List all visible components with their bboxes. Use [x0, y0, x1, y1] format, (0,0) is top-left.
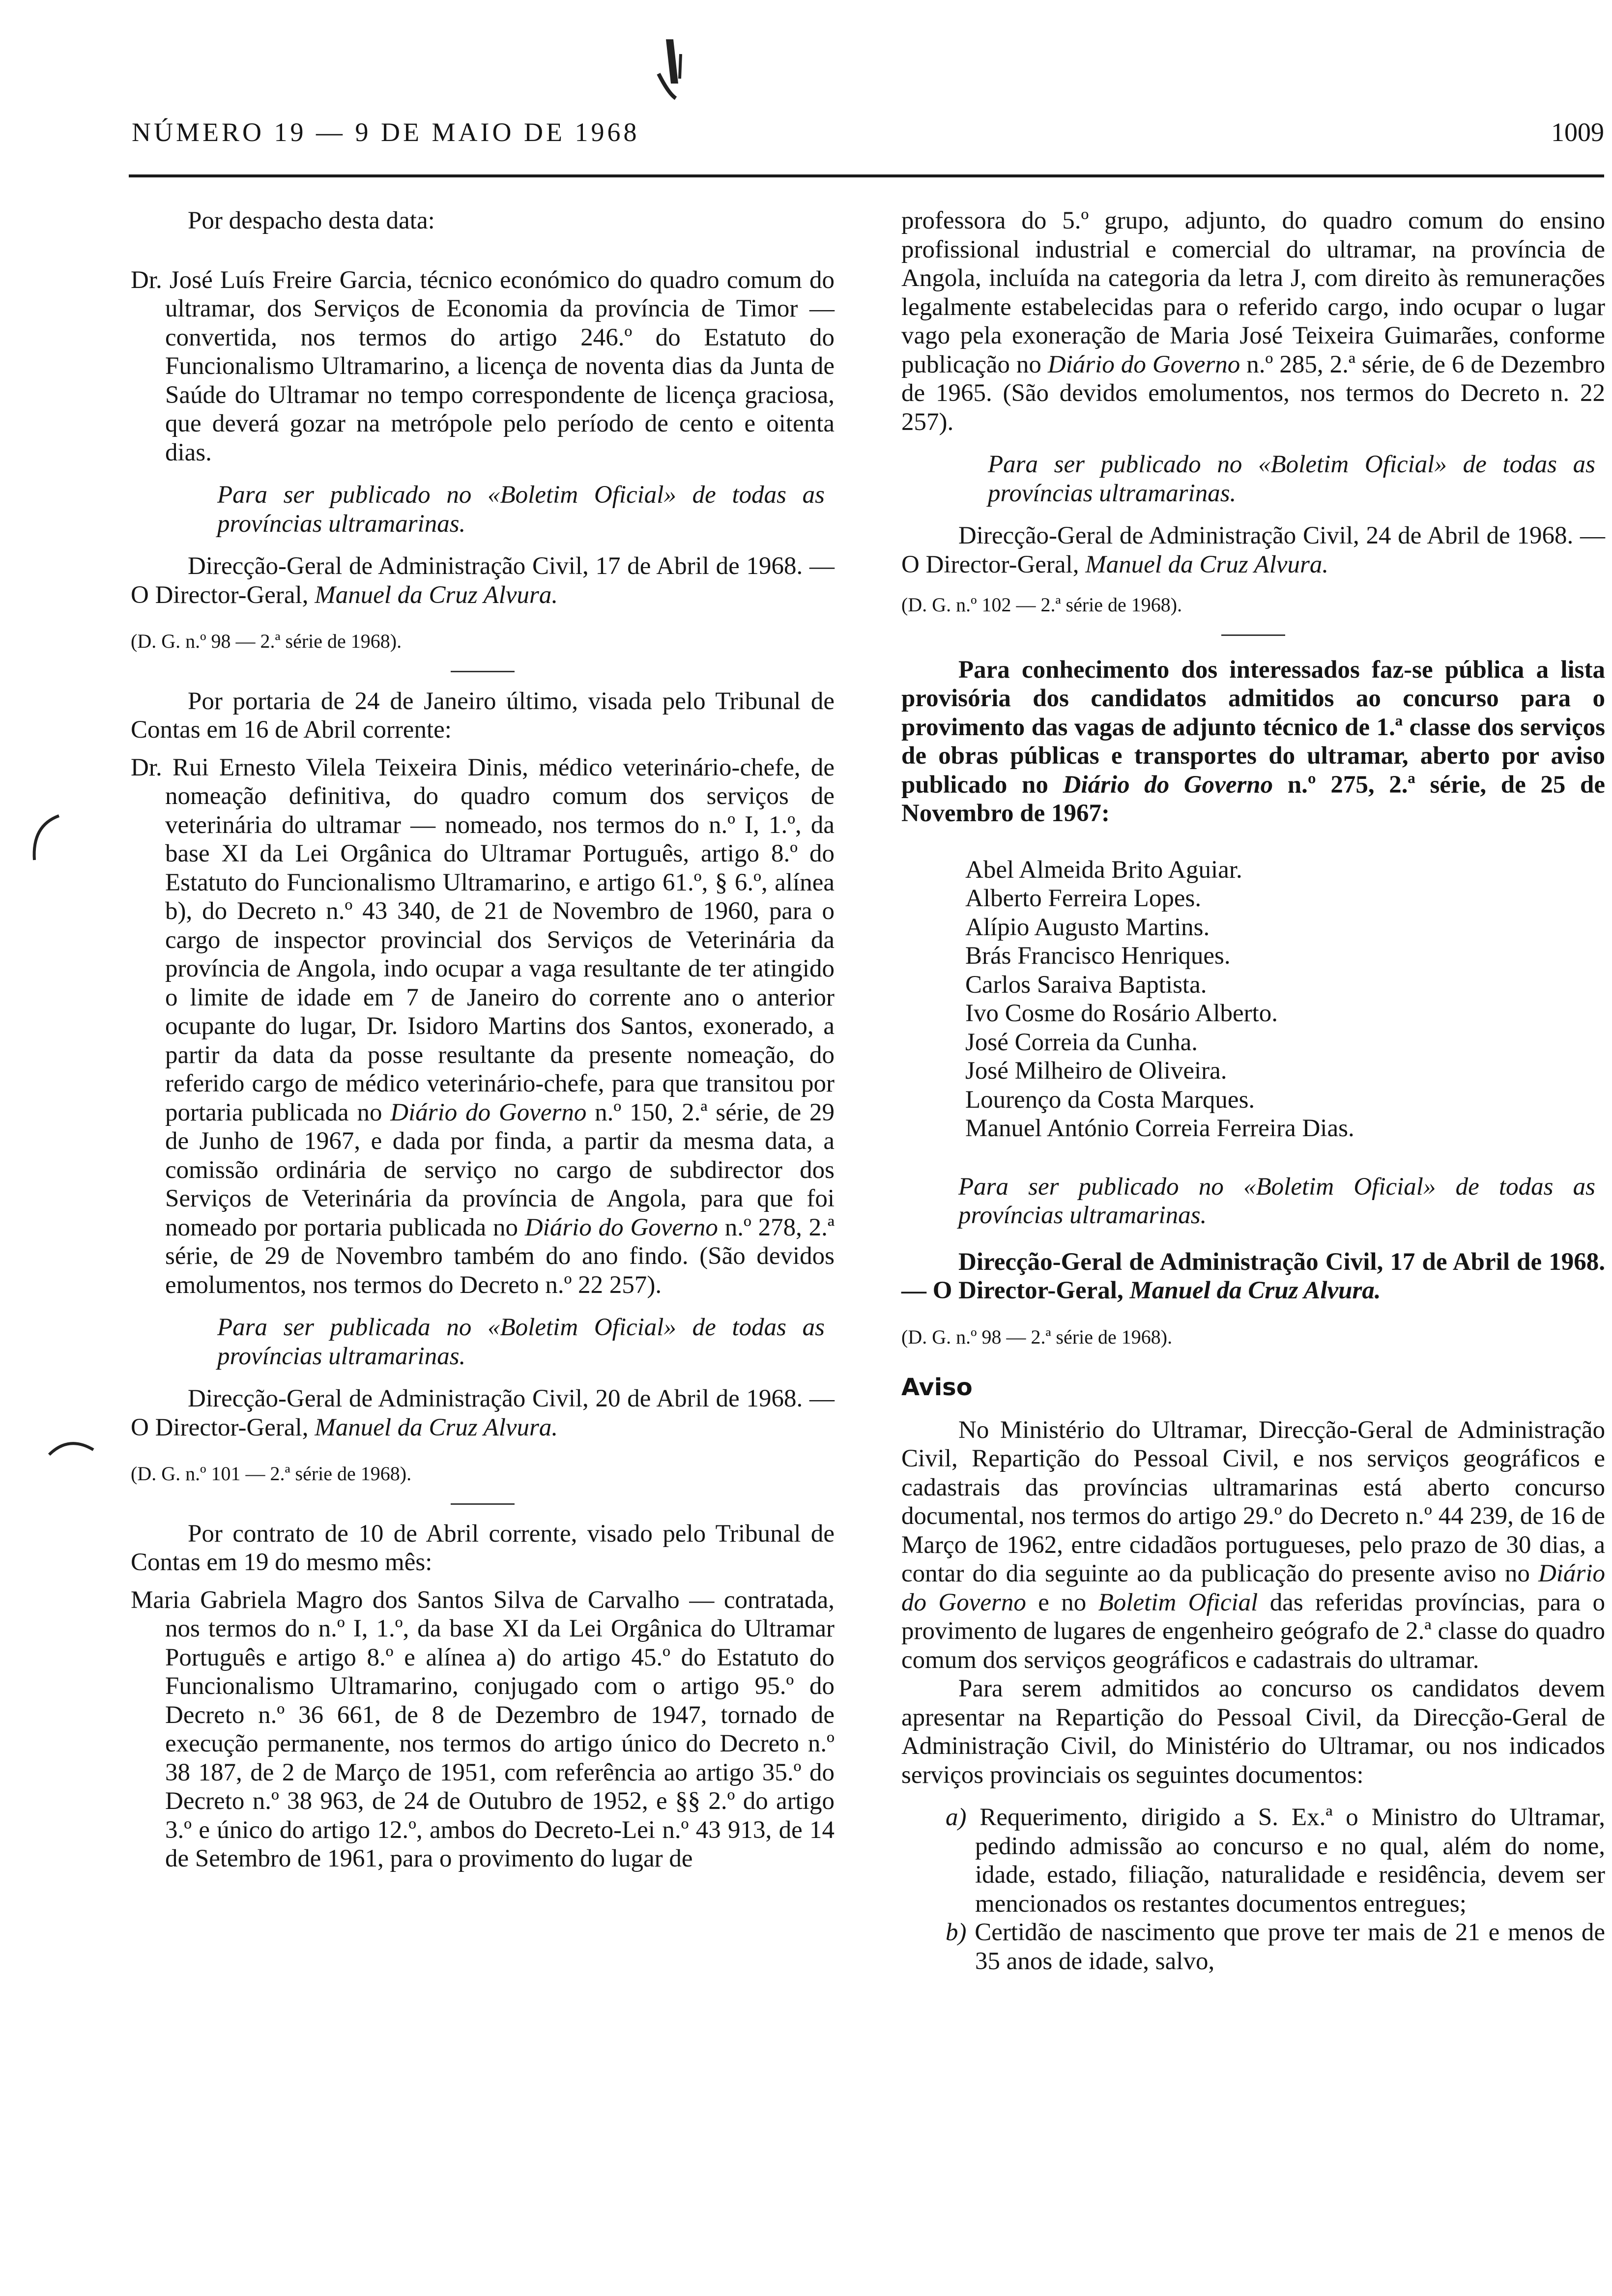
diario-reference: Diário do Governo: [901, 1560, 1605, 1616]
document-item-b: [901, 1918, 1605, 1976]
left-column: [131, 206, 835, 1873]
left-signature-1: [131, 552, 835, 609]
list-item: Abel Almeida Brito Aguiar.: [965, 856, 1242, 884]
diario-reference: Diário do Governo: [1047, 350, 1240, 378]
item-text: Certidão de nascimento que prove ter mais de 21 e menos de 35 anos de idade, salvo,: [975, 1919, 1605, 1975]
list-item: José Milheiro de Oliveira.: [965, 1057, 1227, 1085]
boletim-reference: Boletim Oficial: [1098, 1588, 1258, 1616]
left-source-1: (D. G. n.º 98 — 2.ª série de 1968).: [131, 630, 402, 652]
document-item-a: [901, 1803, 1605, 1918]
margin-arc-mark: [44, 1435, 98, 1464]
top-ink-mark: [656, 25, 691, 103]
director-name: Manuel da Cruz Alvura.: [1129, 1277, 1381, 1304]
aviso-text-a: No Ministério do Ultramar, Direcção-Geral de Administração Civil, Repartição do Pessoal Civil, e nos serviços geográficos e cadastrais das províncias ultramarinas está aberto concurso documental, nos termos do artigo 29.º do Decreto n.º 44 239, de 16 de Março de 1962, entre cidadãos portugueses, pelo prazo de 30 dias, a contar do dia seguinte ao da publicação do presente aviso no: [901, 1416, 1605, 1587]
right-source-2: (D. G. n.º 98 — 2.ª série de 1968).: [901, 1325, 1173, 1348]
left-paragraph-garcia: Dr. José Luís Freire Garcia, técnico económico do quadro comum do ultramar, dos Serviços de Economia da província de Timor — convertida, nos termos do artigo 246.º do Estatuto do Funcionalismo Ultramarino, a licença de noventa dias da Junta de Saúde do Ultramar no tempo correspondente de licença graciosa, que deverá gozar na metrópole pelo período de cento e oitenta dias.: [131, 266, 835, 466]
item-label: b): [946, 1919, 967, 1946]
right-paragraph-continued: [901, 206, 1605, 436]
diario-reference: Diário do Governo: [1063, 771, 1273, 799]
left-signature-2: [131, 1384, 835, 1442]
director-name: Manuel da Cruz Alvura.: [1085, 550, 1329, 578]
dinis-text-b: n.º 150, 2.ª série, de 29 de Junho de 1967, e dada por finda, a partir da mesma data, a comissão ordinária de serviço no cargo de subdirector dos Serviços de Veterinária da província de Angola, para que foi nomeado por portaria publicada no: [165, 1098, 835, 1241]
diario-reference: Diário do Governo: [524, 1213, 718, 1241]
item-text: Requerimento, dirigido a S. Ex.ª o Ministro do Ultramar, pedindo admissão ao concurso e no qual, além do nome, idade, estado, filiação, naturalidade e residência, devem ser mencionados os restantes documentos entregues;: [975, 1804, 1605, 1918]
left-publication-note-2: Para ser publicada no «Boletim Oficial» de todas as províncias ultramarinas.: [217, 1314, 825, 1370]
item-label: a): [946, 1804, 967, 1831]
aviso-heading: Aviso: [901, 1374, 973, 1401]
list-item: Alípio Augusto Martins.: [965, 913, 1210, 941]
signature-text: Direcção-Geral de Administração Civil, 20 de Abril de 1968. — O Director-Geral,: [131, 1385, 835, 1441]
aviso-paragraph-1: [901, 1416, 1605, 1675]
page-number: 1009: [1551, 117, 1604, 147]
list-item: Ivo Cosme do Rosário Alberto.: [965, 1000, 1278, 1027]
right-column: [901, 206, 1605, 1976]
signature-text: Direcção-Geral de Administração Civil, 24 de Abril de 1968. — O Director-Geral,: [901, 522, 1605, 578]
right-signature-2: [901, 1248, 1605, 1305]
page-header: [132, 117, 1604, 152]
list-item: Manuel António Correia Ferreira Dias.: [965, 1115, 1354, 1142]
list-item: Lourenço da Costa Marques.: [965, 1086, 1255, 1114]
right-candidates-intro: [901, 656, 1605, 828]
signature-text: Direcção-Geral de Administração Civil, 17 de Abril de 1968. — O Director-Geral,: [131, 552, 835, 609]
issue-title: NÚMERO 19 — 9 DE MAIO DE 1968: [132, 117, 640, 147]
aviso-text-b: das referidas províncias, para o provimento de lugares de engenheiro geógrafo de 2.ª classe do quadro comum dos serviços geográficos e cadastrais do ultramar.: [901, 1588, 1606, 1674]
list-item: José Correia da Cunha.: [965, 1028, 1198, 1056]
left-publication-note-1: Para ser publicado no «Boletim Oficial» de todas as províncias ultramarinas.: [217, 481, 825, 538]
candidates-text-b: n.º 275, 2.ª série, de 25 de Novembro de 1967:: [901, 771, 1606, 827]
left-intro: Por despacho desta data:: [188, 207, 435, 234]
candidates-text-a: Para conhecimento dos interessados faz-se pública a lista provisória dos candidatos admitidos ao concurso para o provimento das vagas de adjunto técnico de 1.ª classe dos serviços de obras públicas e transportes do ultramar, aberto por aviso publicado no: [901, 656, 1605, 799]
margin-bracket-mark: [25, 811, 64, 865]
continued-text-a: professora do 5.º grupo, adjunto, do quadro comum do ensino profissional industrial e comercial do ultramar, na província de Angola, incluída na categoria da letra J, com direito às remunerações legalmente estabelecidas para o referido cargo, indo ocupar o lugar vago pela exoneração de Maria José Teixeira Guimarães, conforme publicação no: [901, 207, 1605, 378]
left-contrato-intro: Por contrato de 10 de Abril corrente, visado pelo Tribunal de Contas em 19 do mesmo mês:: [131, 1520, 835, 1576]
director-name: Manuel da Cruz Alvura.: [315, 1413, 558, 1441]
list-item: Brás Francisco Henriques.: [965, 942, 1231, 970]
dinis-text-c: n.º 278, 2.ª série, de 29 de Novembro também do ano findo. (São devidos emolumentos, nos termos do Decreto n.º 22 257).: [165, 1213, 835, 1299]
list-item: Carlos Saraiva Baptista.: [965, 971, 1207, 999]
aviso-text-mid: e no: [1038, 1588, 1087, 1616]
signature-text: Direcção-Geral de Administração Civil, 17 de Abril de 1968. — O Director-Geral,: [901, 1248, 1605, 1304]
header-rule: [129, 174, 1604, 177]
left-source-2: (D. G. n.º 101 — 2.ª série de 1968).: [131, 1463, 412, 1485]
right-source-1: (D. G. n.º 102 — 2.ª série de 1968).: [901, 594, 1182, 616]
continued-text-b: n.º 285, 2.ª série, de 6 de Dezembro de 1965. (São devidos emolumentos, nos termos do Decreto n. 22 257).: [901, 350, 1605, 436]
left-paragraph-carvalho: Maria Gabriela Magro dos Santos Silva de Carvalho — contratada, nos termos do n.º I, 1.º, da base XI da Lei Orgânica do Ultramar Português e artigo 8.º e alínea a) do artigo 45.º do Estatuto do Funcionalismo Ultramarino, conjugado com o artigo 95.º do Decreto n.º 36 661, de 8 de Dezembro de 1947, tornado de execução permanente, nos termos do artigo único do Decreto n.º 38 187, de 2 de Março de 1951, com referência ao artigo 35.º do Decreto n.º 38 963, de 24 de Outubro de 1952, e §§ 2.º do artigo 3.º e único do artigo 12.º, ambos do Decreto-Lei n.º 43 913, de 14 de Setembro de 1961, para o provimento do lugar de: [131, 1586, 835, 1872]
right-signature-1: [901, 521, 1605, 579]
left-paragraph-dinis: [131, 753, 835, 1300]
dinis-text-a: Dr. Rui Ernesto Vilela Teixeira Dinis, médico veterinário-chefe, de nomeação definitiva, do quadro comum dos serviços de veterinária do ultramar — nomeado, nos termos do n.º I, 1.º, da base XI da Lei Orgânica do Ultramar Português, artigo 8.º do Estatuto do Funcionalismo Ultramarino, e artigo 61.º, § 6.º, alínea b), do Decreto n.º 43 340, de 21 de Novembro de 1960, para o cargo de inspector provincial dos Serviços de Veterinária da província de Angola, indo ocupar a vaga resultante de ter atingido o limite de idade em 7 de Janeiro do corrente ano o anterior ocupante do lugar, Dr. Isidoro Martins dos Santos, exonerado, a partir da data da posse resultante da presente nomeação, do referido cargo de médico veterinário-chefe, para que transitou por portaria publicada no: [131, 753, 835, 1126]
candidate-list: [901, 856, 1605, 1143]
aviso-paragraph-2: Para serem admitidos ao concurso os candidatos devem apresentar na Repartição do Pessoal Civil, da Direcção-Geral de Administração Civil, do Ministério do Ultramar, ou nos indicados serviços provinciais os seguintes documentos:: [901, 1675, 1605, 1789]
director-name: Manuel da Cruz Alvura.: [315, 581, 558, 609]
right-publication-note-1: Para ser publicado no «Boletim Oficial» de todas as províncias ultramarinas.: [988, 451, 1595, 507]
right-publication-note-2: Para ser publicado no «Boletim Oficial» de todas as províncias ultramarinas.: [958, 1173, 1595, 1229]
diario-reference: Diário do Governo: [390, 1098, 587, 1126]
left-portaria-intro: Por portaria de 24 de Janeiro último, visada pelo Tribunal de Contas em 16 de Abril corrente:: [131, 687, 835, 744]
list-item: Alberto Ferreira Lopes.: [965, 885, 1202, 912]
